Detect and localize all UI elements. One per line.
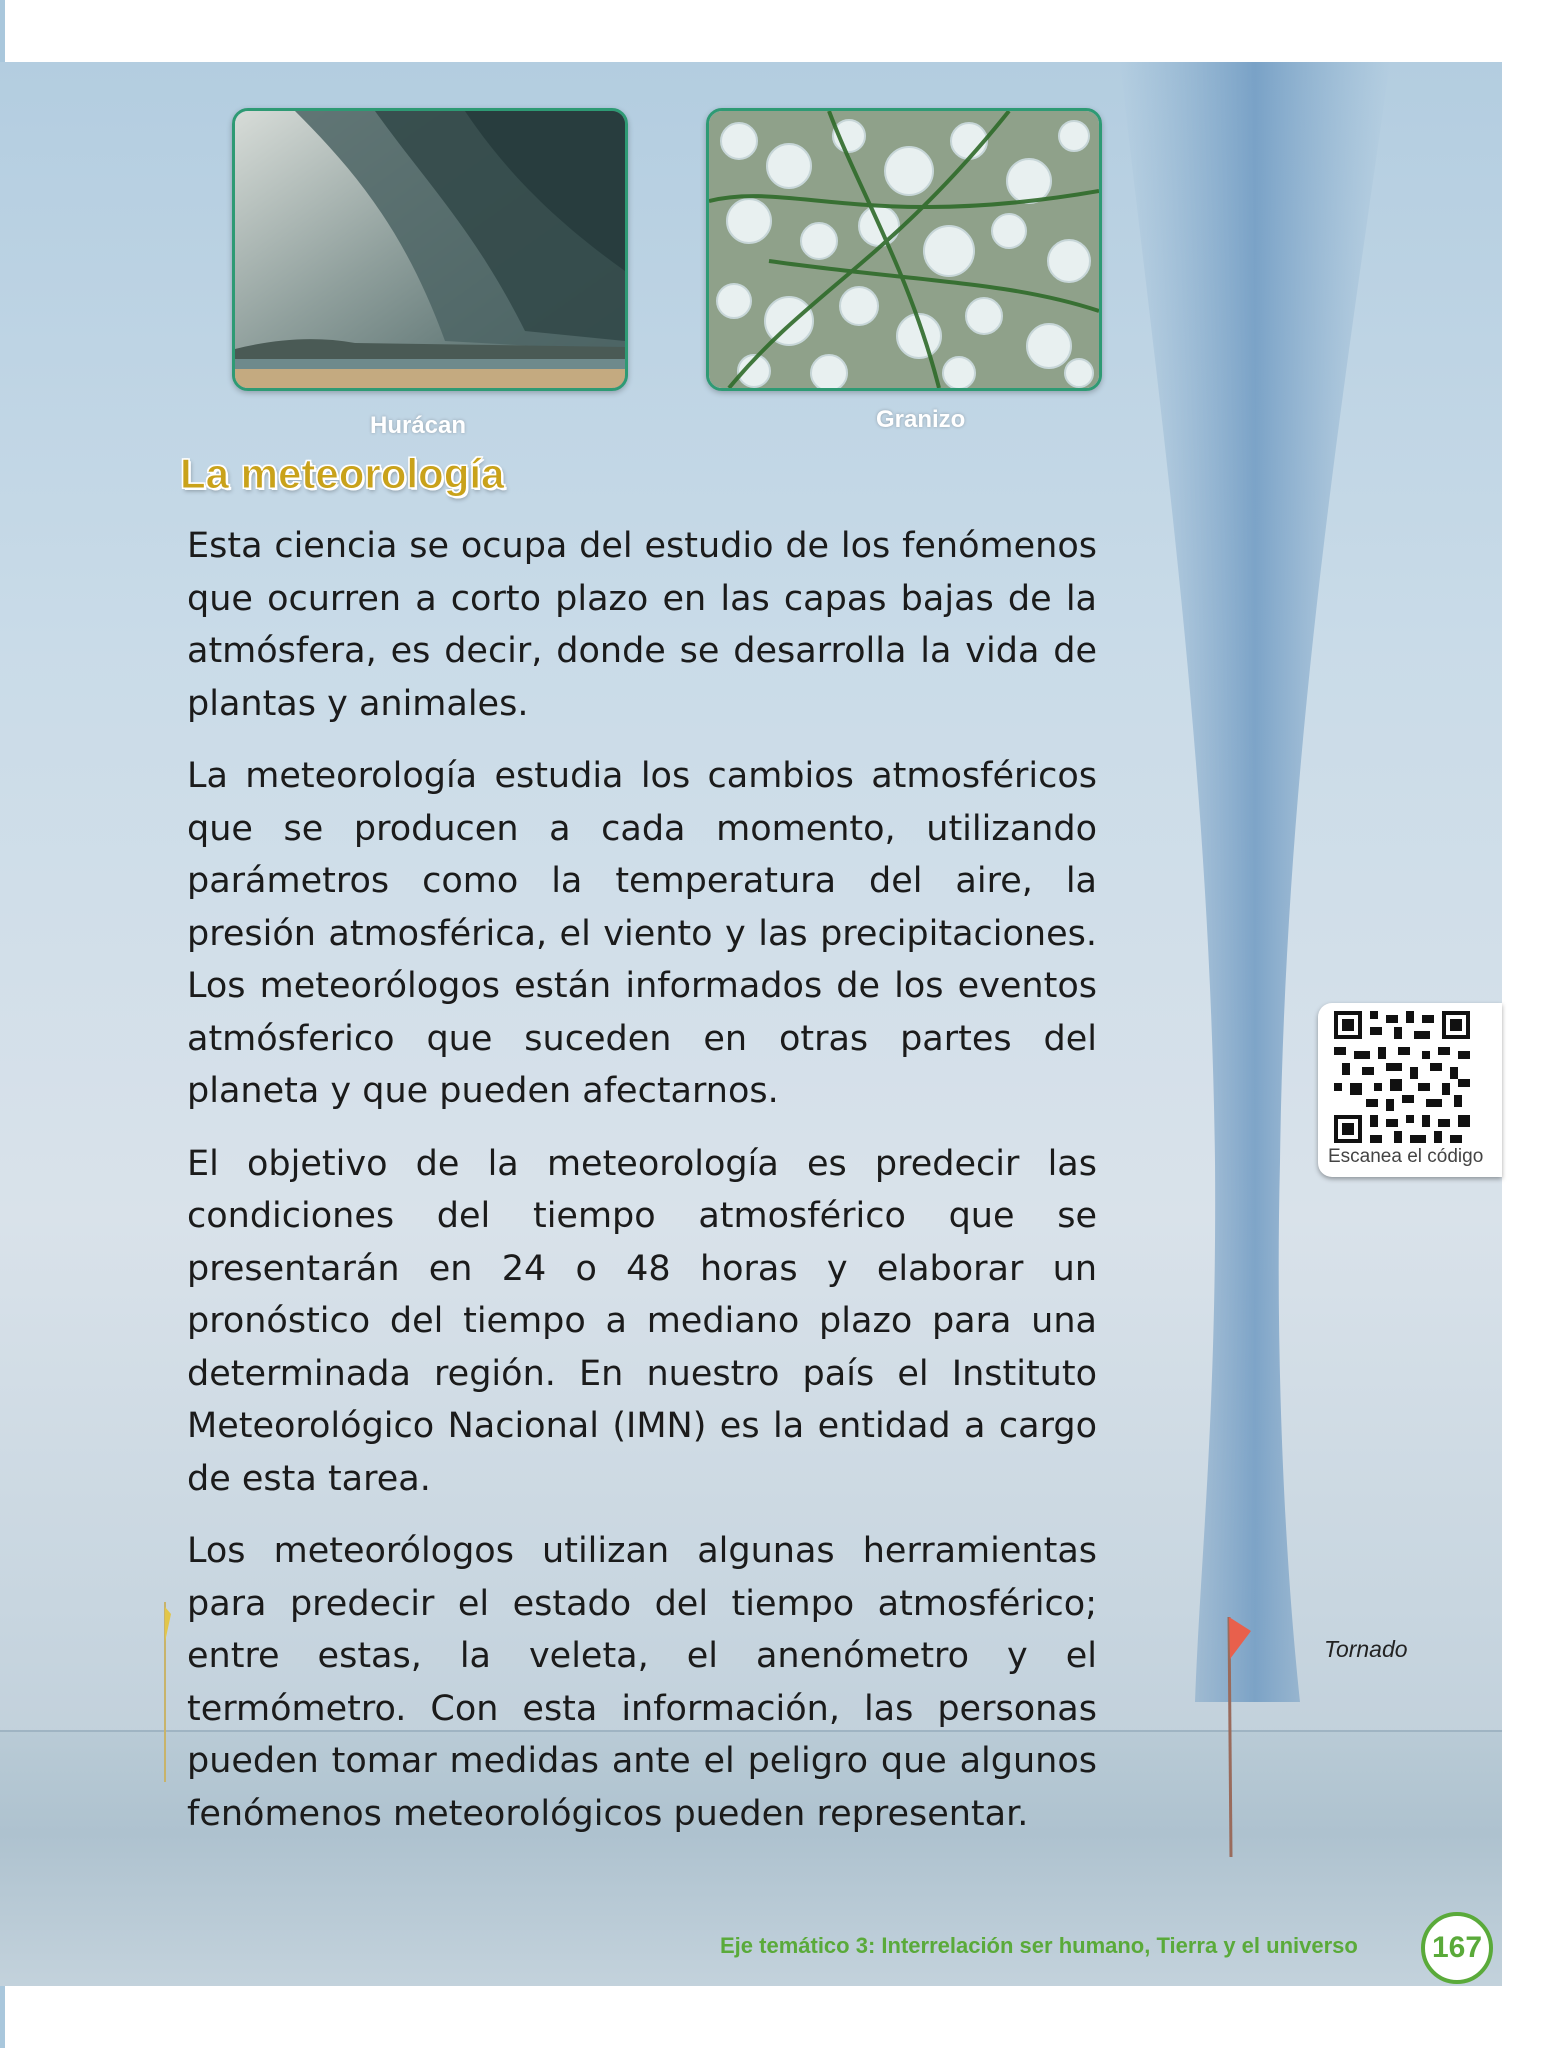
yellow-flag-icon: [155, 1602, 175, 1782]
hurricane-photo: [232, 108, 628, 391]
tornado-funnel: [1100, 62, 1400, 1702]
hurricane-caption: Hurácan: [370, 412, 467, 439]
hail-caption: Granizo: [876, 406, 966, 433]
red-flag-icon: [1215, 1607, 1255, 1857]
paragraph-3: El objetivo de la meteorología es predecir las condiciones del tiempo atmosférico que se presentarán en 24 o 48 horas y elaborar un pronóstico del tiempo a mediano plazo para una determinada región. En nuestro país el Instituto Meteorológico Nacional (IMN) es la entidad a cargo de esta tarea.: [187, 1143, 1097, 1499]
qr-card[interactable]: [1318, 1003, 1502, 1177]
body-text: [187, 520, 1097, 1860]
section-title: La meteorología: [180, 450, 505, 497]
hailstones-image: [709, 111, 1099, 388]
page-number: 167: [1421, 1912, 1493, 1984]
qr-label: Escanea el código: [1328, 1146, 1484, 1167]
paragraph-1: Esta ciencia se ocupa del estudio de los fenómenos que ocurren a corto plazo en las capas bajas de la atmósfera, es decir, donde se desarrolla la vida de plantas y animales.: [187, 526, 1097, 724]
hail-photo: [706, 108, 1102, 391]
storm-cloud-image: [235, 111, 625, 388]
paragraph-2: La meteorología estudia los cambios atmosféricos que se producen a cada momento, utilizando parámetros como la temperatura del aire, la presión atmosférica, el viento y las precipitaciones. Los meteorólogos están informados de los eventos atmósferico que suceden en otras partes del planeta y que pueden afectarnos.: [187, 756, 1097, 1111]
tornado-caption: Tornado: [1324, 1636, 1408, 1662]
footer-theme: Eje temático 3: Interrelación ser humano, Tierra y el universo: [720, 1933, 1358, 1958]
qr-code-icon[interactable]: [1334, 1011, 1470, 1143]
paragraph-4: Los meteorólogos utilizan algunas herramientas para predecir el estado del tiempo atmosférico; entre estas, la veleta, el anenómetro y el termómetro. Con esta información, las personas pueden tomar medidas ante el peligro que algunos fenómenos meteorológicos pueden representar.: [187, 1531, 1097, 1834]
